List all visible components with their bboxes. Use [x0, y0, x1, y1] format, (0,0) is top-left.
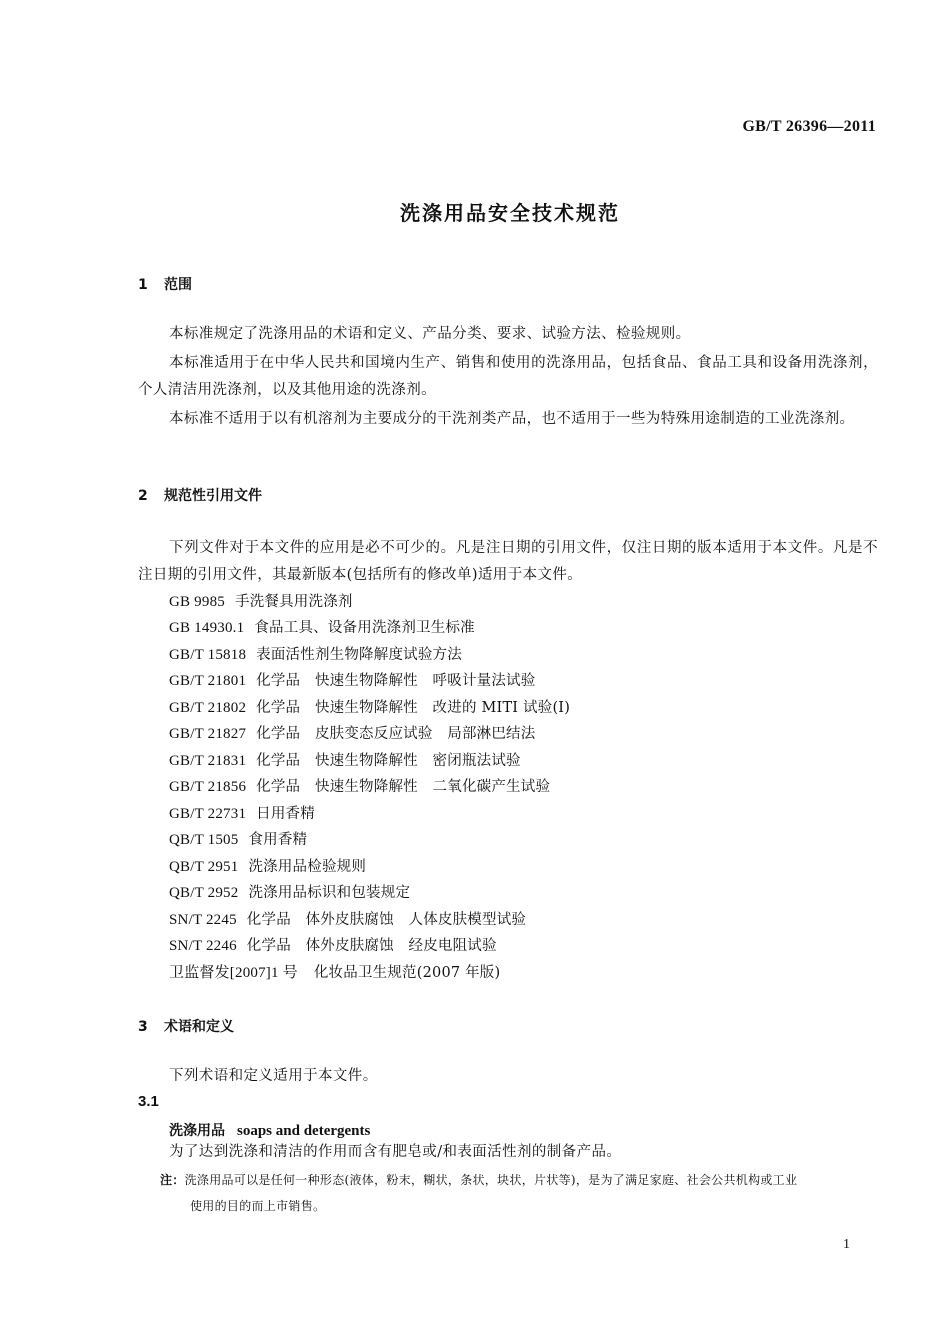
term-heading — [169, 1120, 370, 1140]
section-number: 2 — [138, 488, 148, 504]
reference-code: GB/T 21856 — [169, 779, 247, 795]
reference-title: 化学品 体外皮肤腐蚀 人体皮肤模型试验 — [246, 912, 527, 928]
section-2-heading — [138, 485, 262, 505]
reference-item — [169, 934, 497, 955]
reference-item — [169, 961, 500, 982]
reference-title: 化学品 快速生物降解性 呼吸计量法试验 — [256, 673, 536, 689]
scope-paragraph-1: 本标准规定了洗涤用品的术语和定义、产品分类、要求、试验方法、检验规则。 — [169, 326, 691, 342]
section-1-heading — [138, 274, 192, 294]
reference-item — [169, 749, 521, 770]
reference-code: QB/T 1505 — [169, 832, 239, 848]
standard-code: GB/T 26396—2011 — [742, 118, 876, 135]
document-title: 洗涤用品安全技术规范 — [400, 201, 620, 225]
reference-title: 表面活性剂生物降解度试验方法 — [256, 647, 462, 663]
reference-title: 手洗餐具用洗涤剂 — [235, 594, 353, 610]
reference-title: 洗涤用品检验规则 — [248, 859, 367, 875]
references-intro: 下列文件对于本文件的应用是必不可少的。凡是注日期的引用文件，仅注日期的版本适用于本文件。凡是不注日期的引用文件，其最新版本(包括所有的修改单)适用于本文件。 — [138, 540, 878, 583]
reference-title: 化妆品卫生规范(2007 年版) — [313, 965, 501, 981]
reference-code: GB/T 21802 — [169, 700, 247, 716]
section-number: 3 — [138, 1019, 148, 1035]
reference-code: GB 9985 — [169, 594, 225, 610]
reference-title: 食用香精 — [248, 832, 308, 848]
scope-paragraph-3: 本标准不适用于以有机溶剂为主要成分的干洗剂类产品，也不适用于一些为特殊用途制造的工业洗涤剂。 — [169, 411, 855, 427]
reference-title: 化学品 快速生物降解性 密闭瓶法试验 — [256, 753, 521, 769]
reference-code: SN/T 2246 — [169, 938, 237, 954]
reference-title: 化学品 快速生物降解性 二氧化碳产生试验 — [256, 779, 551, 795]
reference-code: QB/T 2951 — [169, 859, 239, 875]
reference-code: 卫监督发[2007]1 号 — [169, 965, 298, 981]
term-english: soaps and detergents — [237, 1123, 371, 1139]
reference-item — [169, 616, 475, 637]
section-number: 1 — [138, 277, 148, 293]
reference-code: GB/T 22731 — [169, 806, 247, 822]
reference-title: 化学品 皮肤变态反应试验 局部淋巴结法 — [256, 726, 536, 742]
section-title: 规范性引用文件 — [164, 488, 262, 504]
reference-code: GB/T 21827 — [169, 726, 247, 742]
term-note — [160, 1167, 876, 1219]
reference-title: 化学品 体外皮肤腐蚀 经皮电阻试验 — [246, 938, 497, 954]
scope-paragraph-2: 本标准适用于在中华人民共和国境内生产、销售和使用的洗涤用品，包括食品、食品工具和设备用洗涤剂，个人清洁用洗涤剂，以及其他用途的洗涤剂。 — [138, 355, 878, 398]
reference-code: GB/T 21831 — [169, 753, 247, 769]
reference-item — [169, 590, 353, 611]
reference-title: 食品工具、设备用洗涤剂卫生标准 — [254, 620, 475, 636]
section-title: 范围 — [164, 277, 192, 293]
term-chinese: 洗涤用品 — [169, 1123, 225, 1139]
note-label: 注： — [160, 1173, 185, 1187]
reference-item — [169, 908, 526, 929]
reference-title: 化学品 快速生物降解性 改进的 MITI 试验(I) — [256, 700, 571, 716]
term-definition: 为了达到洗涤和清洁的作用而含有肥皂或/和表面活性剂的制备产品。 — [169, 1144, 622, 1160]
reference-item — [169, 696, 570, 717]
note-text-line-1: 洗涤用品可以是任何一种形态(液体，粉末，糊状，条状，块状，片状等)，是为了满足家庭、社会公共机构或工业 — [184, 1173, 798, 1187]
reference-code: SN/T 2245 — [169, 912, 237, 928]
reference-item — [169, 722, 535, 743]
terms-intro: 下列术语和定义适用于本文件。 — [169, 1068, 378, 1084]
reference-title: 洗涤用品标识和包装规定 — [248, 885, 411, 901]
reference-item — [169, 775, 550, 796]
reference-code: GB/T 15818 — [169, 647, 247, 663]
reference-item — [169, 802, 315, 823]
subsection-number: 3.1 — [138, 1093, 159, 1110]
reference-title: 日用香精 — [256, 806, 315, 822]
reference-code: QB/T 2952 — [169, 885, 239, 901]
reference-code: GB 14930.1 — [169, 620, 245, 636]
reference-item — [169, 669, 535, 690]
reference-item — [169, 643, 462, 664]
note-text-line-2: 使用的目的而上市销售。 — [190, 1199, 326, 1213]
section-3-heading — [138, 1016, 234, 1036]
reference-code: GB/T 21801 — [169, 673, 247, 689]
reference-item — [169, 855, 366, 876]
section-title: 术语和定义 — [164, 1019, 234, 1035]
page-number: 1 — [843, 1237, 850, 1252]
reference-item — [169, 881, 410, 902]
reference-item — [169, 828, 307, 849]
